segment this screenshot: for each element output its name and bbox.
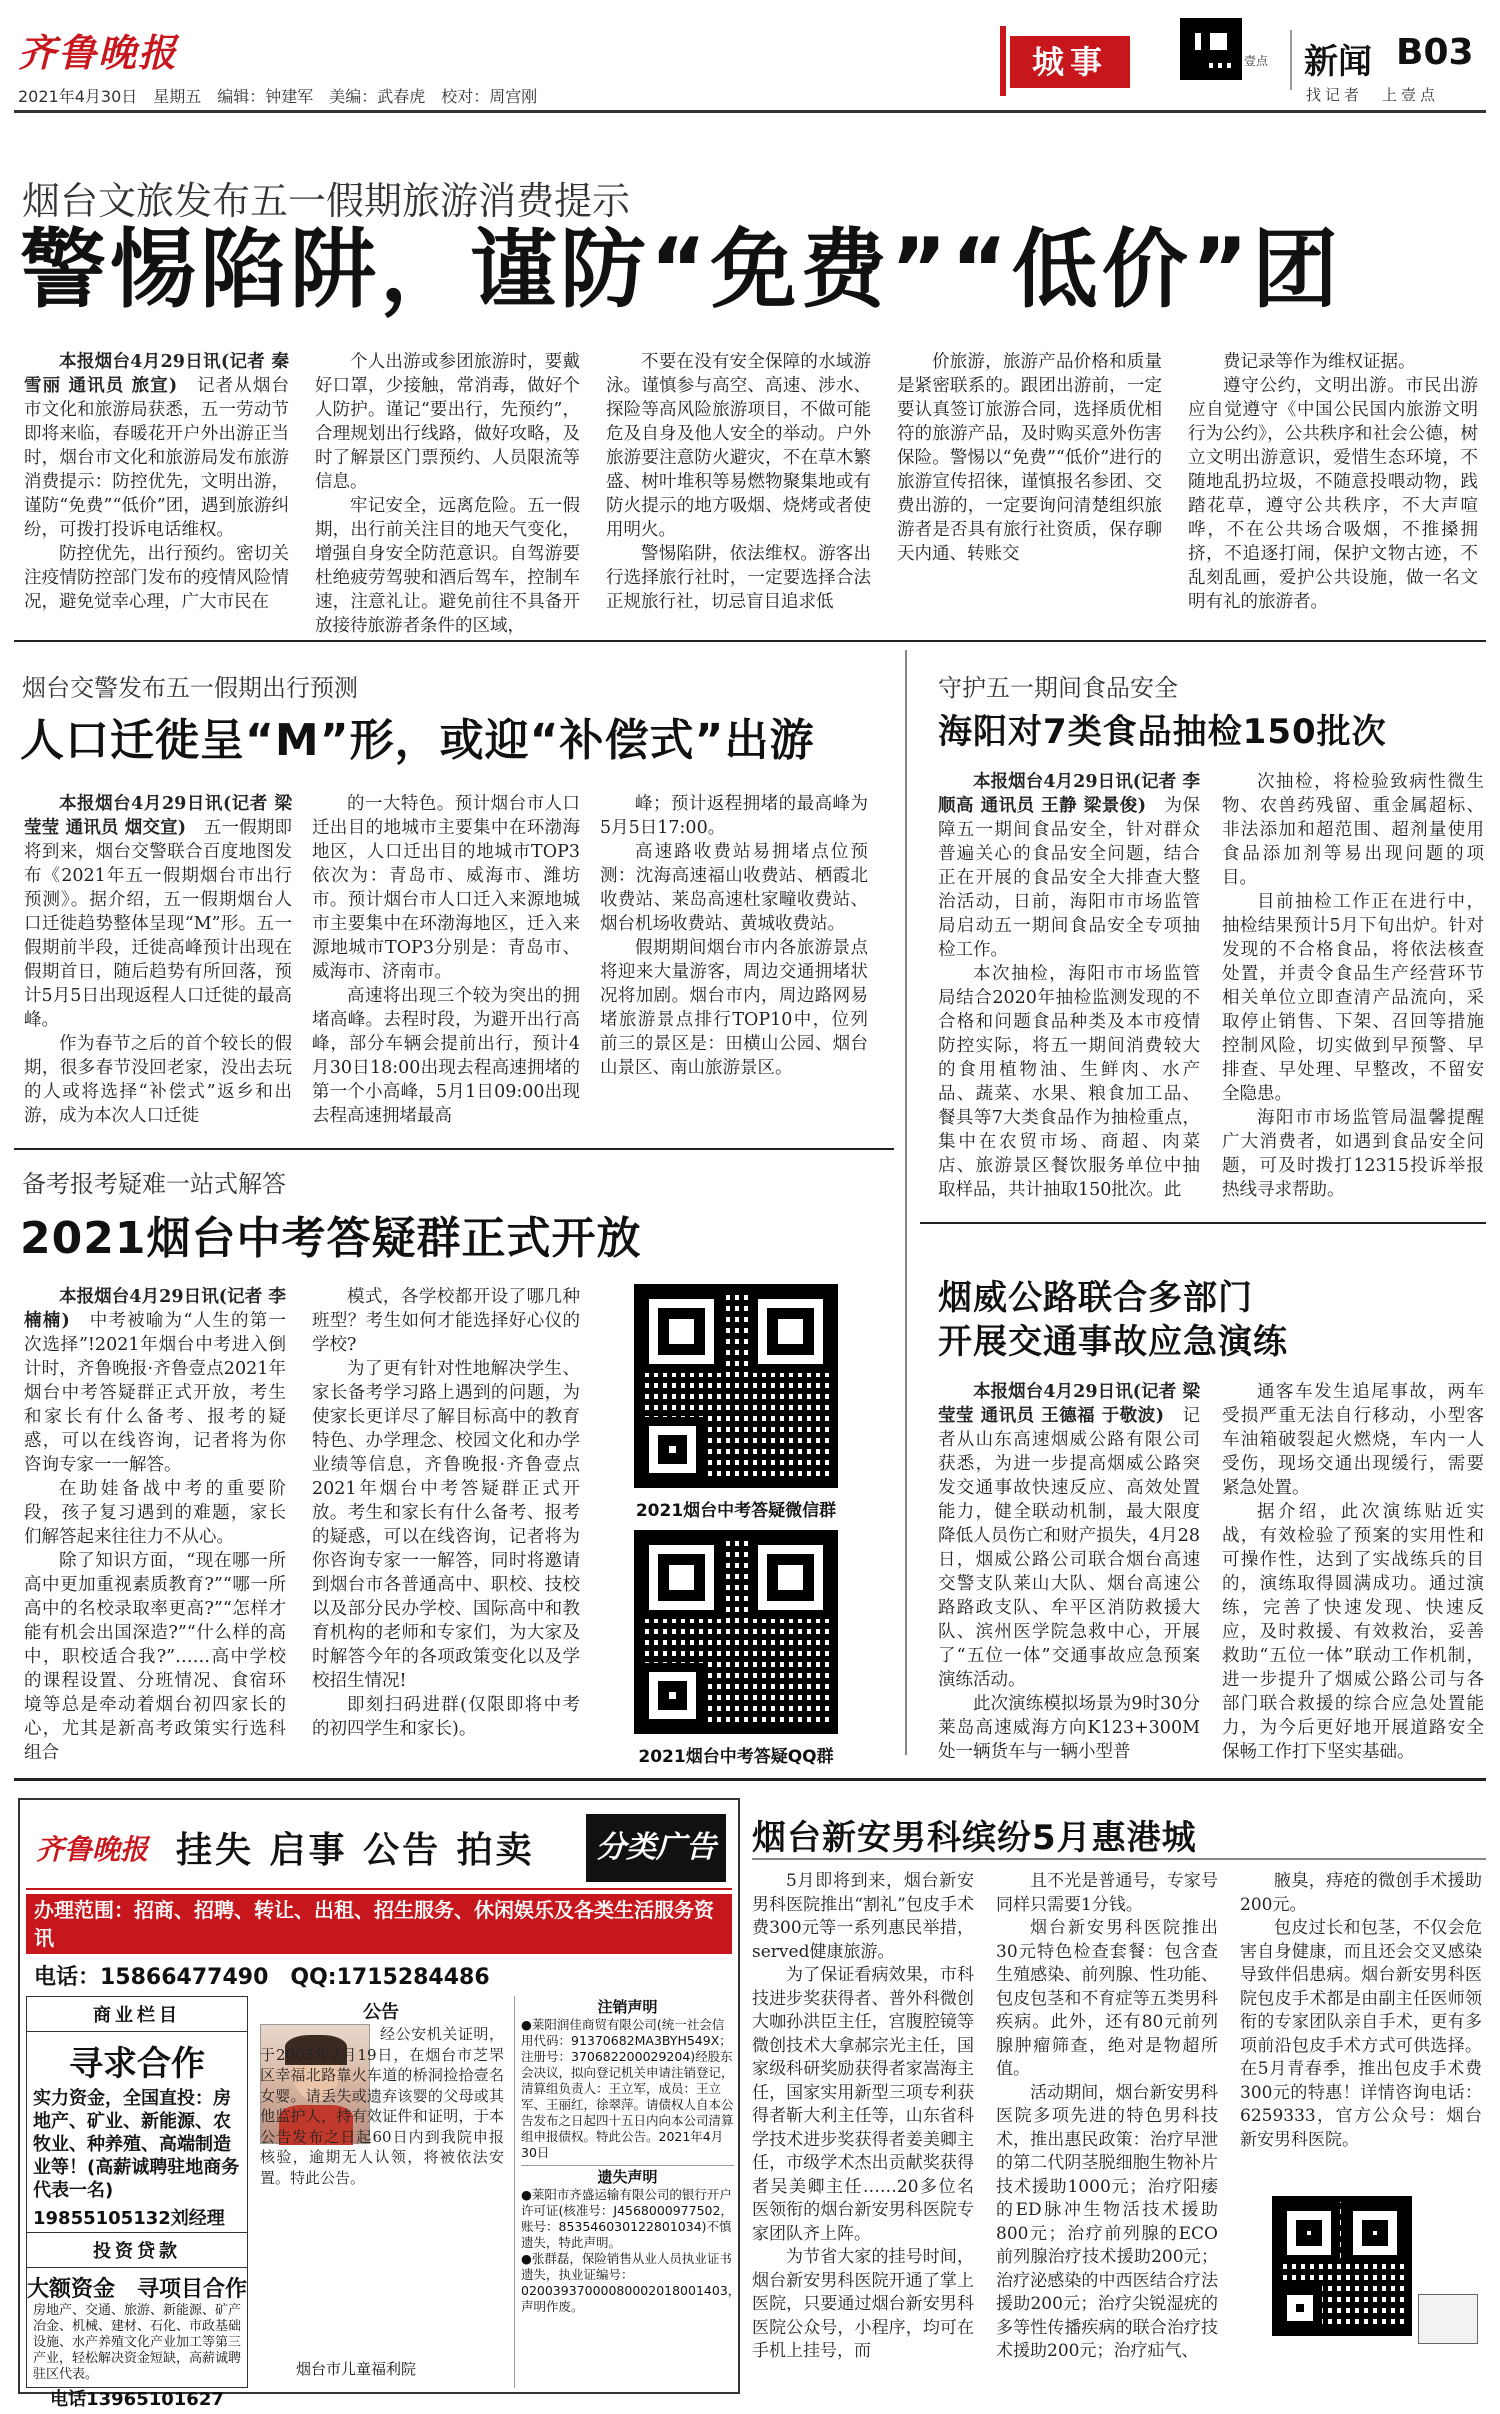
paragraph: 目前抽检工作正在进行中，抽检结果预计5月下旬出炉。针对发现的不合格食品，将依法核查处置，并责令食品生产经营环节相关单位立即查清产品流向，采取停止销售、下架、召回等措施控制风险，切实做到早预警、早排查、早处理、早整改，不留安全隐患。 <box>1222 892 1484 1104</box>
paragraph: 烟台新安男科医院推出30元特色检查套餐：包含查生殖感染、前列腺、性功能、包皮包茎和不育症等五类男科疾病。此外，还有80元前列腺肿瘤筛查，绝对是物超所值。 <box>996 1918 1218 2079</box>
article1-column-3 <box>606 350 871 612</box>
legal-notices <box>514 1996 741 2388</box>
article2-column-2 <box>312 792 580 1137</box>
paragraph: 为了保证看病效果，市科技进步奖获得者、普外科微创大咖孙洪臣主任，宫腹腔镜等微创技术大拿郝宗光主任，国家级科研奖励获得者家嵩海主任，国家实用新型三项专利获得者靳大利主任等，山东省科学技术进步奖获得者姜美卿主任，市级学术杰出贡献奖获得者吴美卿主任……20多位名医领衔的烟台新安男科医院专家团队齐上阵。 <box>752 1965 974 2244</box>
classifieds-brand: 齐鲁晚报 <box>36 1833 149 1866</box>
article3-headline: 海阳对7类食品抽检150批次 <box>938 712 1387 752</box>
ad1-phone: 19855105132刘经理 <box>27 2202 247 2233</box>
article3-kicker: 守护五一期间食品安全 <box>938 674 1178 702</box>
paragraph: 包皮过长和包茎，不仅会危害自身健康，而且还会交叉感染导致伴侣患病。烟台新安男科医院包皮手术都是由副主任医师领衔的专家团队亲自手术，更有多项前沿包皮手术方式可供选择。在5月青春季，推出包皮手术费300元的特惠！详情咨询电话：6259333，官方公众号：烟台新安男科医院。 <box>1240 1918 1482 2150</box>
masthead <box>0 0 1500 110</box>
divider-3 <box>920 1222 1486 1224</box>
paragraph: 峰；预计返程拥堵的最高峰为5月5日17:00。 <box>600 794 868 838</box>
ad2-body: 房地产、交通、旅游、新能源、矿产冶金、机械、建材、石化、市政基础设施、水产养殖文化产业加工等第三产业，轻松解决资金短缺，高薪诚聘驻区代表。 <box>33 2303 242 2382</box>
qq-group-caption: 2021烟台中考答疑QQ群 <box>638 1747 834 1767</box>
divider-2 <box>14 1148 894 1150</box>
masthead-divider <box>14 110 1486 113</box>
vertical-divider-1 <box>905 650 907 1755</box>
article1-column-5 <box>1188 350 1478 612</box>
article6-underline <box>752 1858 1486 1860</box>
paragraph: 活动期间，烟台新安男科医院多项先进的特色男科技术，推出惠民政策：治疗早泄的第二代阴茎脱细胞生物补片技术援助1000元；治疗阳痿的ED脉冲生物活技术援助800元；治疗前列腺的ECO前列腺治疗技术援助200元；治疗泌感染的中西医结合疗法援助200元；治疗尖锐湿疣的多等性传播疾病的联合治疗技术援助200元；治疗疝气、 <box>996 2082 1218 2361</box>
paragraph: 模式，各学校都开设了哪几种班型？考生如何才能选择好心仪的学校? <box>312 1287 580 1355</box>
newspaper-logo: 齐鲁晚报 <box>18 30 179 75</box>
cancellation-body: ●莱阳润佳商贸有限公司(统一社会信用代码：91370682MA3BYH549X；注册号：370682200029204)经股东会决议，拟向登记机关申请注销登记，清算组负责人：王立军，成员：王立军、王丽红，徐翠萍。请债权人自本公告发布之日起四十五日内向本公司清算组申报债权。特此公告。2021年4月30日 <box>521 2017 734 2160</box>
classifieds-section <box>18 1798 741 2410</box>
paragraph: 本报烟台4月29日讯(记者 李楠楠) 中考被喻为“人生的第一次选择”!2021年烟台中考进入倒计时，齐鲁晚报·齐鲁壹点2021年烟台中考答疑群正式开放，考生和家长有什么备考、报考的疑惑，可以在线咨询，记者将为你咨询专家一一解答。 <box>24 1287 286 1475</box>
divider-4 <box>14 1778 1486 1781</box>
article4-headline: 2021烟台中考答疑群正式开放 <box>20 1213 642 1264</box>
article3-column-1 <box>938 770 1200 1203</box>
business-ads-column <box>26 1996 248 2410</box>
paragraph: 据介绍，此次演练贴近实战，有效检验了预案的实用性和可操作性，达到了实战练兵的目的，演练取得圆满成功。通过演练，完善了快速发现、快速反应，及时救援、有效救治，妥善救助“五位一体”联动工作机制，进一步提升了烟威公路公司与各部门联合救援的综合应急处置能力，为今后更好地开展道路安全保畅工作打下坚实基础。 <box>1222 1502 1484 1762</box>
paragraph: 遵守公约，文明出游。市民出游应自觉遵守《中国公民国内旅游文明行为公约》，公共秩序和社会公德，树立文明出游意识，爱惜生态环境，不随地乱扔垃圾，不随意投喂动物，践踏花草，遵守公共秩序，不大声喧哗，不在公共场合吸烟，不推搡拥挤，不追逐打闹，保护文物古迹，不乱刻乱画，爱护公共设施，做一名文明有礼的旅游者。 <box>1188 376 1478 612</box>
article2-column-3 <box>600 792 868 1137</box>
classifieds-banner-right: 分类广告 <box>586 1814 726 1882</box>
notice-signature: 烟台市儿童福利院 <box>296 2360 417 2378</box>
divider-1 <box>14 640 1486 642</box>
paragraph: 5月即将到来，烟台新安男科医院推出“割礼”包皮手术费300元等一系列惠民举措，served健康旅游。 <box>752 1871 974 1962</box>
paragraph: 在助娃备战中考的重要阶段，孩子复习遇到的难题，家长们解答起来往往力不从心。 <box>24 1479 286 1547</box>
paragraph: 牢记安全，远离危险。五一假期，出行前关注目的地天气变化，增强自身安全防范意识。自驾游要杜绝疲劳驾驶和酒后驾车，控制车速，注意礼让。避免前往不具备开放接待旅游者条件的区域， <box>315 496 580 636</box>
paragraph: 本报烟台4月29日讯(记者 秦雪丽 通讯员 旅宣) 记者从烟台市文化和旅游局获悉，五一劳动节即将来临，春暖花开户外出游正当时，烟台市文化和旅游局发布旅游消费提示：防控优先，文明出游，谨防“免费”“低价”团，遇到旅游纠纷，可拨打投诉电话维权。 <box>24 352 289 540</box>
classifieds-scope: 办理范围：招商、招聘、转让、出租、招生服务、休闲娱乐及各类生活服务资讯 <box>26 1894 732 1954</box>
classifieds-phone: 电话：15866477490 QQ:1715284486 <box>34 1965 490 1990</box>
article5-headline-line1: 烟威公路联合多部门 <box>938 1278 1253 1318</box>
article1-kicker: 烟台文旅发布五一假期旅游消费提示 <box>22 179 631 223</box>
paragraph: 警惕陷阱，依法维权。游客出行选择旅行社时，一定要选择合法正规旅行社，切忌盲目追求低 <box>606 544 871 612</box>
article4-kicker: 备考报考疑难一站式解答 <box>22 1170 286 1198</box>
paragraph: 防控优先，出行预约。密切关注疫情防控部门发布的疫情风险情况，避免觉幸心理，广大市民在 <box>24 544 289 612</box>
article5-column-1 <box>938 1380 1200 1760</box>
lost-title: 遗失声明 <box>521 2165 734 2187</box>
paragraph: 价旅游，旅游产品价格和质量是紧密联系的。跟团出游前，一定要认真签订旅游合同，选择质优相符的旅游产品，及时购买意外伤害保险。警惕以“免费”“低价”进行的旅游宣传招徕，谨慎报名参团、交费出游的，一定要询问清楚组织旅游者是否具有旅行社资质，保存聊天内通、转账交 <box>897 352 1162 564</box>
hospital-qr-code[interactable] <box>1272 2196 1412 2336</box>
notice-block <box>256 1996 506 2388</box>
section-tag: 城事 <box>1010 36 1130 88</box>
article6-column-3 <box>1240 1870 1482 2170</box>
paragraph: 除了知识方面，“现在哪一所高中更加重视素质教育?”“哪一所高中的名校录取率更高?”“怎样才能有机会出国深造?”“什么样的高中，职校适合我?”……高中学校的课程设置、分班情况、食宿环境等总是牵动着烟台初四家长的心，尤其是新高考政策实行选科组合 <box>24 1551 286 1763</box>
ad2-title: 大额资金 寻项目合作 <box>27 2277 248 2302</box>
hospital-logo <box>1418 2294 1478 2344</box>
paragraph: 次抽检，将检验致病性微生物、农兽药残留、重金属超标、非法添加和超范围、超剂量使用食品添加剂等易出现问题的项目。 <box>1222 772 1484 888</box>
notice-title: 公告 <box>363 2002 399 2023</box>
paragraph: 的一大特色。预计烟台市人口迁出目的地城市主要集中在环渤海地区，人口迁出目的地城市TOP3依次为：青岛市、威海市、潍坊市。预计烟台市人口迁入来源地城市主要集中在环渤海地区，迁入来源地城市TOP3分别是：青岛市、威海市、济南市。 <box>312 794 580 982</box>
paragraph: 假期期间烟台市内各旅游景点将迎来大量游客，周边交通拥堵状况将加剧。烟台市内，周边路网易堵旅游景点排行TOP10中，位列前三的景区是：田横山公园、烟台山景区、南山旅游景区。 <box>600 938 868 1078</box>
masthead-qr-code[interactable] <box>1180 18 1242 80</box>
loan-column-header: 投资贷款 <box>27 2233 247 2268</box>
paragraph: 高速将出现三个较为突出的拥堵高峰。去程时段，为避开出行高峰，部分车辆会提前出行，预计4月30日18:00出现去程高速拥堵的第一个小高峰，5月1日09:00出现去程高速拥堵最高 <box>312 986 580 1126</box>
section-name: 新闻 <box>1304 42 1372 82</box>
paragraph: 即刻扫码进群(仅限即将中考的初四学生和家长)。 <box>312 1695 580 1739</box>
ad2-phone: 电话13965101627 <box>50 2389 224 2410</box>
article5-column-2 <box>1222 1380 1484 1760</box>
paragraph: 本次抽检，海阳市市场监管局结合2020年抽检监测发现的不合格和问题食品种类及本市疫情防控实际，将五一期间消费较大的食用植物油、生鲜肉、水产品、蔬菜、水果、粮食加工品、餐具等7大类食品作为抽检重点，集中在农贸市场、商超、肉菜店、旅游景区餐饮服务单位中抽取样品，共计抽取150批次。此 <box>938 964 1200 1200</box>
date-line: 2021年4月30日 星期五 编辑：钟建军 美编：武春虎 校对：周宫刚 <box>18 87 538 106</box>
article1-headline: 警惕陷阱，谨防“免费”“低价”团 <box>20 220 1343 320</box>
wechat-group-qr-code[interactable] <box>634 1284 838 1488</box>
business-column-header: 商业栏目 <box>27 1997 247 2032</box>
paragraph: 不要在没有安全保障的水域游泳。谨慎参与高空、高速、涉水、探险等高风险旅游项目，不做可能危及自身及他人安全的举动。户外旅游要注意防火避灾，不在草木繁盛、树叶堆积等易燃物聚集地或有防火提示的地方吸烟、烧烤或者使用明火。 <box>606 352 871 540</box>
article2-column-1 <box>24 792 292 1137</box>
paragraph: 费记录等作为维权证据。 <box>1223 352 1416 372</box>
paragraph: 此次演练模拟场景为9时30分莱岛高速威海方向K123+300M处一辆货车与一辆小型普 <box>938 1694 1200 1762</box>
paragraph: 海阳市市场监管局温馨提醒广大消费者，如遇到食品安全问题，可及时拨打12315投诉举报热线寻求帮助。 <box>1222 1108 1484 1200</box>
article1-column-2 <box>315 350 580 636</box>
qq-group-qr-code[interactable] <box>634 1530 838 1734</box>
paragraph: 本报烟台4月29日讯(记者 梁莹莹 通讯员 烟交宣) 五一假期即将到来，烟台交警联合百度地图发布《2021年五一假期烟台市出行预测》。据介绍，五一假期烟台人口迁徙趋势整体呈现“M”形。五一假期前半段，迁徙高峰预计出现在假期首日，随后趋势有所回落，预计5月5日出现返程人口迁徙的最高峰。 <box>24 794 292 1030</box>
wechat-group-caption: 2021烟台中考答疑微信群 <box>635 1501 837 1521</box>
article4-column-2 <box>312 1285 580 1760</box>
article1-column-1 <box>24 350 289 612</box>
qr-caption: 壹点 <box>1244 54 1269 68</box>
ad1-body: 实力资金，全国直投：房地产、矿业、新能源、农牧业、种养殖、高端制造业等！(高薪诚聘驻地商务代表一名) <box>33 2088 240 2201</box>
article5-headline-line2: 开展交通事故应急演练 <box>938 1322 1288 1362</box>
article1-column-4 <box>897 350 1162 612</box>
article6-headline: 烟台新安男科缤纷5月惠港城 <box>752 1818 1197 1858</box>
article6-column-2 <box>996 1870 1218 2400</box>
paragraph: 腋臭，痔疮的微创手术援助200元。 <box>1240 1871 1482 1915</box>
article2-kicker: 烟台交警发布五一假期出行预测 <box>22 674 358 702</box>
masthead-slogan: 找记者 上壹点 <box>1306 86 1440 104</box>
page-number: B03 <box>1396 32 1474 73</box>
classifieds-banner <box>26 1806 732 1890</box>
article4-column-1 <box>24 1285 286 1763</box>
article2-headline: 人口迁徙呈“M”形，或迎“补偿式”出游 <box>20 715 815 766</box>
article3-column-2 <box>1222 770 1484 1203</box>
paragraph: 为了更有针对性地解决学生、家长备考学习路上遇到的问题，为使家长更详尽了解目标高中的教育特色、办学理念、校园文化和办学业绩等信息，齐鲁晚报·齐鲁壹点2021年烟台中考答疑群正式开放。考生和家长有什么备考、报考的疑惑，可以在线咨询，记者将为你咨询专家一一解答，同时将邀请到烟台市各普通高中、职校、技校以及部分民办学校、国际高中和教育机构的老师和专家们，为大家及时解答今年的各项政策变化以及学校招生情况! <box>312 1359 580 1691</box>
classifieds-banner-title: 挂失 启事 公告 拍卖 <box>176 1830 535 1871</box>
paragraph: 作为春节之后的首个较长的假期，很多春节没回老家，没出去玩的人或将选择“补偿式”返乡和出游，成为本次人口迁徙 <box>24 1034 292 1126</box>
paragraph: 本报烟台4月29日讯(记者 梁莹莹 通讯员 王德福 于敬波) 记者从山东高速烟威公路有限公司获悉，为进一步提高烟威公路突发交通事故快速反应、高效处置能力，健全联动机制，最大限度降低人员伤亡和财产损失，4月28日，烟威公路公司联合烟台高速交警支队莱山大队、烟台高速公路路政支队、牟平区消防救援大队、滨州医学院急救中心，开展了“五位一体”交通事故应急预案演练活动。 <box>938 1382 1201 1690</box>
ad1-title: 寻求合作 <box>69 2044 205 2084</box>
paragraph: 高速路收费站易拥堵点位预测：沈海高速福山收费站、栖霞北收费站、莱岛高速杜家疃收费站、烟台机场收费站、黄城收费站。 <box>600 842 868 934</box>
lost-body: ●莱阳市齐盛运输有限公司的银行开户许可证(核准号：J4568000977502，账号：853546030122801034)不慎遗失，特此声明。 ●张群磊，保险销售从业人员执业证书遗失，执业证编号：02003937000080002018001403，声明作废。 <box>521 2187 741 2314</box>
cancellation-title: 注销声明 <box>597 1998 658 2016</box>
paragraph: 为节省大家的挂号时间，烟台新安男科医院开通了掌上医院，只要通过烟台新安男科医院公众号，小程序，均可在手机上挂号，而 <box>752 2247 974 2361</box>
paragraph: 本报烟台4月29日讯(记者 李顺高 通讯员 王静 梁景俊) 为保障五一期间食品安全，针对群众普遍关心的食品安全问题，结合正在开展的食品安全大排查大整治活动，日前，海阳市市场监管局启动五一期间食品安全专项抽检工作。 <box>938 772 1201 960</box>
notice-body: 经公安机关证明，于2005年2月19日，在烟台市芝罘区幸福北路靠火车道的桥洞捡拾壹名女婴。请丢失或遗弃该婴的父母或其他监护人，持有效证件和证明，于本公告发布之日起60日内到我院申报核验，逾期无人认领，将被依法安置。特此公告。 <box>260 2025 504 2187</box>
article6-column-1 <box>752 1870 974 2400</box>
paragraph: 通客车发生追尾事故，两车受损严重无法自行移动，小型客车油箱破裂起火燃烧，车内一人受伤，现场交通出现缓行，需要紧急处置。 <box>1222 1382 1484 1498</box>
paragraph: 个人出游或参团旅游时，要戴好口罩，少接触，常消毒，做好个人防护。谨记“要出行，先预约”，合理规划出行线路，做好攻略，及时了解景区门票预约、人员限流等信息。 <box>315 352 580 492</box>
paragraph: 且不光是普通号，专家号同样只需要1分钱。 <box>996 1871 1218 1915</box>
